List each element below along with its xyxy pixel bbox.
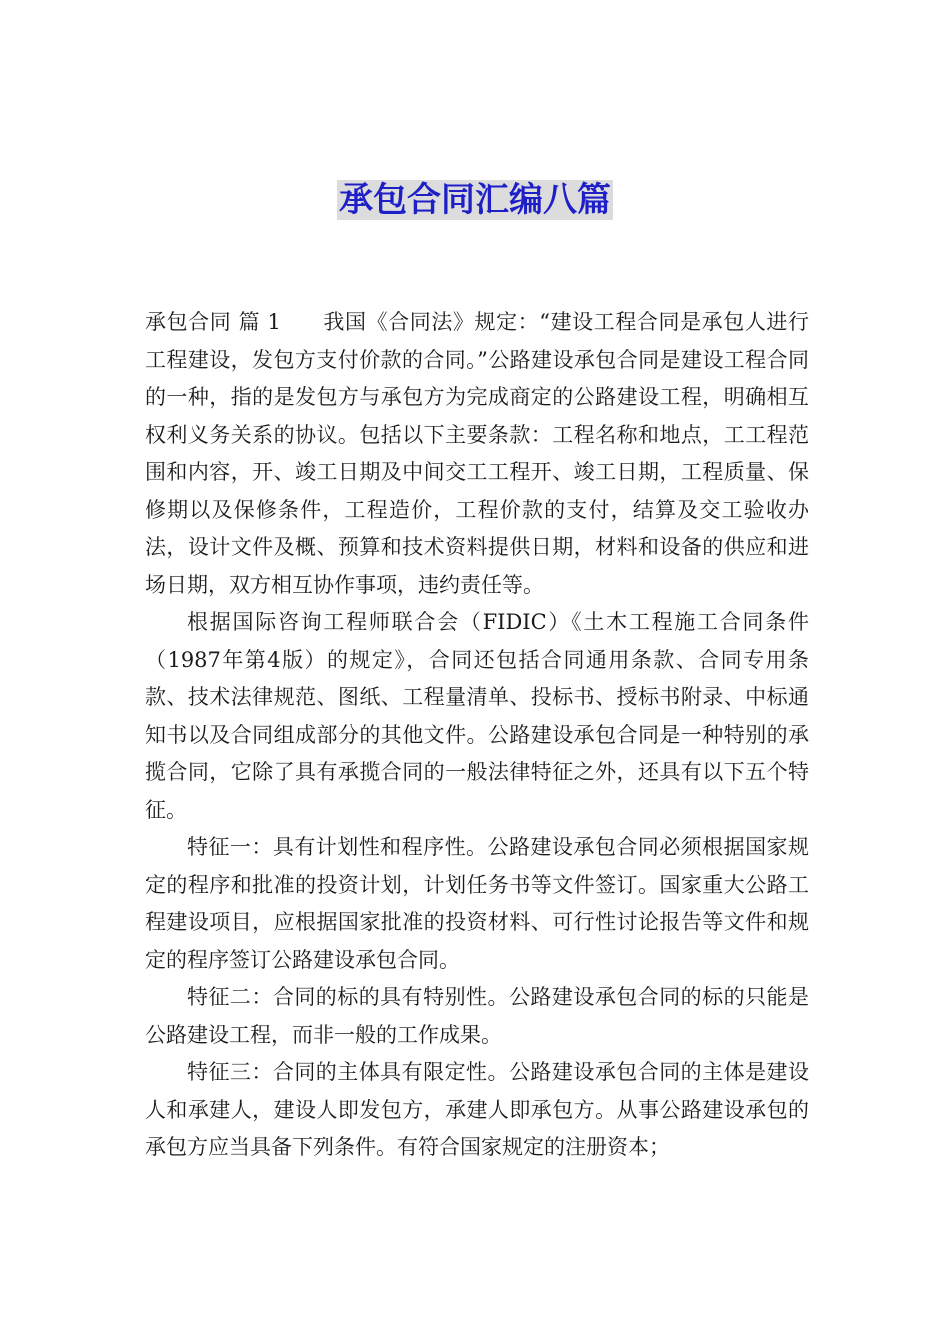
- paragraph-1: [145, 304, 809, 604]
- section-label: 承包合同 篇 1: [145, 310, 281, 334]
- paragraph-3: 特征一：具有计划性和程序性。公路建设承包合同必须根据国家规定的程序和批准的投资计划，计划任务书等文件签订。国家重大公路工程建设项目，应根据国家批准的投资材料、可行性讨论报告等文件和规定的程序签订公路建设承包合同。: [145, 835, 809, 972]
- document-body: [145, 304, 809, 1167]
- paragraph-1-text: 我国《合同法》规定：“建设工程合同是承包人进行工程建设，发包方支付价款的合同。”公路建设承包合同是建设工程合同的一种，指的是发包方与承包方为完成商定的公路建设工程，明确相互权利义务关系的协议。包括以下主要条款：工程名称和地点，工工程范围和内容，开、竣工日期及中间交工工程开、竣工日期，工程质量、保修期以及保修条件，工程造价，工程价款的支付，结算及交工验收办法，设计文件及概、预算和技术资料提供日期，材料和设备的供应和进场日期，双方相互协作事项，违约责任等。: [145, 310, 809, 597]
- paragraph-4: 特征二：合同的标的具有特别性。公路建设承包合同的标的只能是公路建设工程，而非一般的工作成果。: [145, 985, 809, 1047]
- paragraph-5: 特征三：合同的主体具有限定性。公路建设承包合同的主体是建设人和承建人，建设人即发包方，承建人即承包方。从事公路建设承包的承包方应当具备下列条件。有符合国家规定的注册资本；: [145, 1060, 809, 1159]
- paragraph-2: 根据国际咨询工程师联合会（FIDIC）《土木工程施工合同条件（1987年第4版）的规定》，合同还包括合同通用条款、合同专用条款、技术法律规范、图纸、工程量清单、投标书、授标书附录、中标通知书以及合同组成部分的其他文件。公路建设承包合同是一种特别的承揽合同，它除了具有承揽合同的一般法律特征之外，还具有以下五个特征。: [145, 610, 809, 822]
- title-text: 承包合同汇编八篇: [339, 180, 611, 220]
- document-title: [0, 176, 950, 224]
